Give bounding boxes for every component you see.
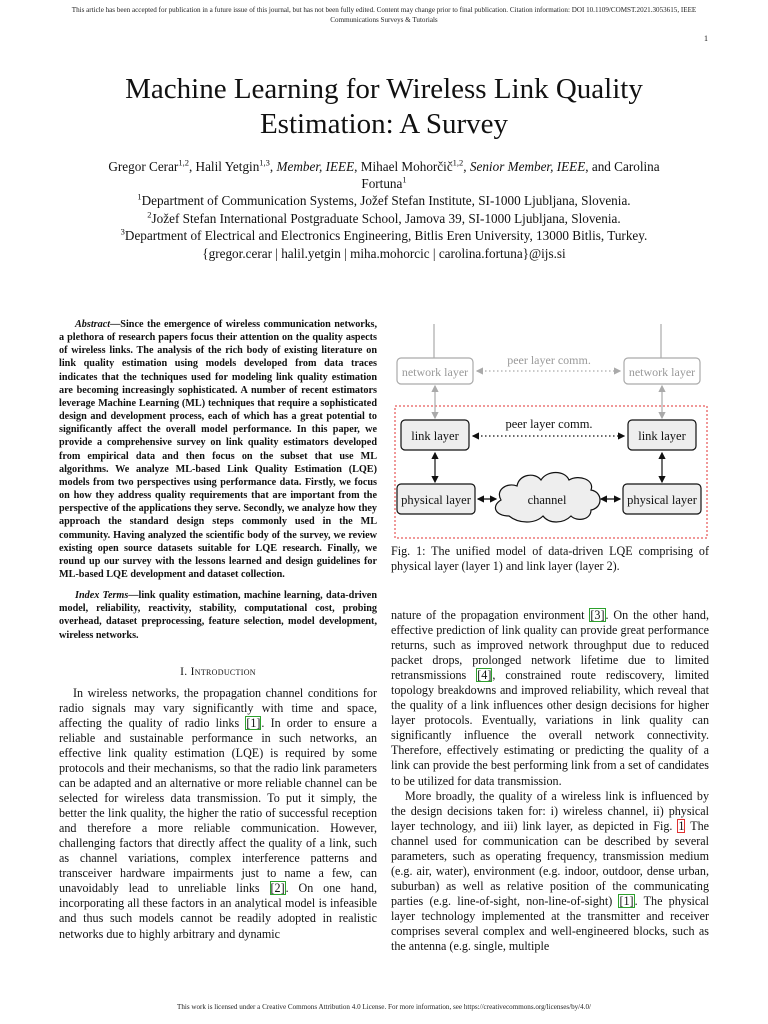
section-title: Introduction xyxy=(190,665,256,678)
citation-link[interactable]: [4] xyxy=(477,668,492,683)
citation-link[interactable]: [1] xyxy=(246,715,261,730)
author-2-role: Member, IEEE xyxy=(276,159,355,174)
abstract xyxy=(59,318,377,581)
intro-text-3a: More broadly, the quality of a wireless link is influenced by the design decisions taken for: i) wireless channel, ii) physical layer technology, and iii) link layer, as depicted in Fig. xyxy=(391,788,709,833)
intro-paragraph-2 xyxy=(391,789,709,955)
affiliation-1-sup: 1 xyxy=(137,191,142,202)
author-list: Gregor Cerar$^{1,2}$, Halil Yetgin$^{1,3}$, Member, IEEE, Mihael Mohorčič$^{1,2}$, Senior Member, IEEE, and Carolina Fortuna$^1$ xyxy=(108,157,660,191)
publication-banner xyxy=(20,5,748,25)
author-2-affil: 1,3 xyxy=(259,157,270,168)
author-3: Mihael Mohorčič xyxy=(360,159,453,174)
intro-text-2b: . On the other hand, effective prediction of link quality can provide great performance returns, such as improved network throughput due to reduced packet drops, prolonged network lifetime due to limited retransmissions xyxy=(391,608,709,683)
left-column xyxy=(59,318,377,942)
peer-comm-top-label: peer layer comm. xyxy=(507,353,591,367)
intro-text-3b: The channel used for communication can be described by several parameters, such as operating frequency, transmission medium (e.g. air, water), environment (e.g. indoor, outdoor, dense urban, suburban) as well as relative position of the communicating parties (e.g. line-of-sight, non-line-of-sight) xyxy=(391,818,709,908)
license-footer: This work is licensed under a Creative Commons Attribution 4.0 License. For more information, see https://creativecommons.org/licenses/by/4.0/ xyxy=(177,1003,591,1011)
link-layer-right-label: link layer xyxy=(638,429,686,443)
author-2: Halil Yetgin xyxy=(195,159,260,174)
title-line-1: Machine Learning for Wireless Link Quality xyxy=(125,73,643,105)
network-layer-left-label: network layer xyxy=(401,365,469,379)
affiliation-1 xyxy=(40,192,728,210)
intro-text-3c: . The physical layer technology implemented at the transmitter and receiver comprises several complex and well-engineered blocks, such as the antenna (e.g. single, multiple xyxy=(391,893,709,954)
affiliation-1-text: Department of Communication Systems, Jožef Stefan Institute, SI-1000 Ljubljana, Slovenia. xyxy=(141,193,631,208)
lqe-model-svg xyxy=(391,322,711,542)
author-1: Gregor Cerar xyxy=(108,159,179,174)
abstract-text: —Since the emergence of wireless communication networks, a plethora of research papers focus their attention on the quality aspects of wireless links. The analysis of the rich body of existing literature on link quality estimation using models developed from data traces indicates that the techniques used for modeling link quality estimation are becoming increasingly sophisticated. A number of recent estimators leverage Machine Learning (ML) techniques that require a sophisticated design and development process, each of which has a great potential to significantly affect the overall model performance. In this paper, we provide a comprehensive survey on link quality estimators developed from empirical data and then focus on the subset that use ML algorithms. We analyze ML-based Link Quality Estimation (LQE) models from two perspectives using performance data. Firstly, we focus on how they address quality requirements that are important from the perspective of the applications they serve. Secondly, we analyze how they approach the standard design steps commonly used in the ML community. Having analyzed the scientific body of the survey, we review existing open source datasets suitable for LQE research. Finally, we round up our survey with the lessons learned and design guidelines for ML-based LQE development and dataset collection. xyxy=(59,319,377,580)
right-column xyxy=(391,608,709,954)
channel-label: channel xyxy=(527,493,567,507)
index-terms-label: Index Terms xyxy=(75,590,129,602)
author-1-affil: 1,2 xyxy=(178,157,189,168)
figure-1-caption: Fig. 1: The unified model of data-driven LQE comprising of physical layer (layer 1) and link layer (layer 2). xyxy=(391,544,709,574)
intro-text-1c: . On one hand, incorporating all these factors in an analytical model is infeasible and thus such models cannot be readily adopted in realistic networks due to highly arbitrary and dynamic xyxy=(59,881,378,941)
citation-link[interactable]: [2] xyxy=(270,881,285,896)
intro-paragraph-1 xyxy=(59,686,377,942)
citation-link[interactable]: [1] xyxy=(619,893,634,908)
affiliation-3 xyxy=(40,227,728,245)
affiliations xyxy=(40,192,728,262)
paper-title xyxy=(40,72,728,142)
affiliation-3-sup: 3 xyxy=(120,226,125,237)
author-4-cont: Fortuna xyxy=(361,176,403,191)
physical-layer-right-label: physical layer xyxy=(627,493,697,507)
physical-layer-left-label: physical layer xyxy=(401,493,471,507)
index-terms-text: —link quality estimation, machine learning, data-driven model, reliability, reactivity, stability, computational cost, probing overhead, dataset preprocessing, feature selection, model development, wireless networks. xyxy=(59,590,377,641)
author-and: and Carolina xyxy=(591,159,660,174)
affiliation-2-sup: 2 xyxy=(147,209,152,220)
author-3-role: Senior Member, IEEE xyxy=(469,159,586,174)
figure-reference-link[interactable]: 1 xyxy=(678,818,685,833)
intro-text-2c: , constrained route rediscovery, limited topology breakdowns and improved reliability, which reveal that the quality of a link influences other design decisions for higher layer protocols. Eventually, variations in link quality can significantly influence the overall network connectivity. Therefore, effectively estimating or predicting the quality of a link can provide the best performing link from a set of candidates to be utilized for data transmission. xyxy=(391,668,709,788)
section-numeral: I. xyxy=(180,665,188,678)
banner-line-2: Communications Surveys & Tutorials xyxy=(330,16,438,24)
affiliation-3-text: Department of Electrical and Electronics Engineering, Bitlis Eren University, 13000 Bitlis, Turkey. xyxy=(124,228,648,244)
affiliation-2 xyxy=(40,210,728,228)
intro-paragraph-1-cont xyxy=(391,608,709,789)
intro-text-1a: In wireless networks, the propagation channel conditions for radio signals may vary significantly with time and space, affecting the quality of radio links xyxy=(59,685,377,730)
page-number: 1 xyxy=(704,34,708,43)
index-terms xyxy=(59,589,377,642)
section-heading-introduction xyxy=(59,666,377,678)
figure-1-diagram xyxy=(391,322,711,542)
citation-link[interactable]: [3] xyxy=(590,608,605,622)
author-emails: {gregor.cerar | halil.yetgin | miha.mohorcic | carolina.fortuna}@ijs.si xyxy=(202,245,566,261)
title-line-2: Estimation: A Survey xyxy=(259,108,509,140)
intro-text-2a: nature of the propagation environment xyxy=(391,608,590,622)
author-3-affil: 1,2 xyxy=(452,157,464,168)
peer-comm-mid-label: peer layer comm. xyxy=(505,417,593,431)
author-4-affil: 1 xyxy=(402,174,407,185)
intro-text-1b: . In order to ensure a reliable and sustainable performance in such networks, an effective link quality estimation (LQE) is required by some protocols and their mechanisms, so that the radio link parameters can be adapted and an alternative or more reliable channel can be selected for wireless data transmission. To put it simply, the better the link quality, the higher the ratio of successful reception and therefore a more reliable communication. However, challenging factors that directly affect the quality of a link, such as channel variations, complex interference patterns and transceiver hardware impairments just to name a few, can unavoidably lead to unreliable links xyxy=(59,715,377,896)
link-layer-left-label: link layer xyxy=(411,429,459,443)
abstract-label: Abstract xyxy=(75,319,111,330)
network-layer-right-label: network layer xyxy=(628,365,696,379)
banner-line-1: This article has been accepted for publication in a future issue of this journal, but has not been fully edited. Content may change prior to final publication. Citation information: DOI 10.1109/COMST.2021.3053615, IEEE xyxy=(71,6,697,14)
affiliation-2-text: Jožef Stefan International Postgraduate School, Jamova 39, SI-1000 Ljubljana, Slovenia. xyxy=(151,210,621,226)
